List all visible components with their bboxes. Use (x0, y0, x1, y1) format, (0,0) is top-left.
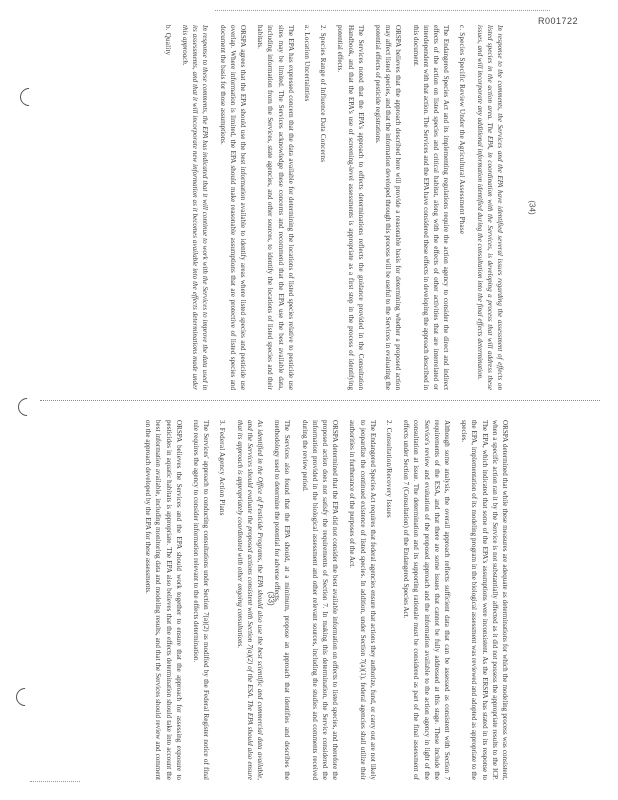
punch-hole-mark-middle (14, 394, 39, 419)
paragraph: In response to these comments, the EPA has indicated that it will continue to work with the Services to improve the data used in its assessments, and that it will incorporate new information as it becomes available into the effects determinations made under this approach. (180, 25, 210, 390)
bates-number: R001722 (538, 16, 579, 26)
paragraph: ORSPA agrees that the EPA should use the best information available to identify areas where listed species and pesticide use overlap. Where information is limited, the EPA should make reasonable assumptions that are protective of listed species and document the basis for those assumptions. (218, 25, 247, 390)
paragraph: ORSPA determined that the EPA did not consider the best available information on effects to listed species, and therefore the proposed action does not satisfy the requirements of Section 7. In making this determination, the Service considered the information provided in the biological assessment and other relevant sources, including the studies and comments received during the review period. (300, 420, 340, 780)
section-heading: 3. Federal Agency Action Plans (218, 420, 227, 516)
paragraph: The EPA has expressed concern that the data available for determining the locations of listed species relative to pesticide use sites may be limited. The Services acknowledge these concerns and recommend that the EPA use the best available data, including information from the Services, state agencies, and other sources, to identify the locations of listed species and their habitats. (256, 25, 295, 390)
paragraph: ORSPA determined that while these measures are adequate as determinations for which the modeling process was consistent, when a specific action ran it by the Service is not substantially affected as it did not possess the appropriate results to the ICP. The EPA, which indicated that some of the EPA's assumptions were inconsistent. As the ERSPA has stated in its response to the EPA, implementation of its modeling program in the biological assessment was reviewed and adopted as appropriate to the species. (460, 420, 509, 780)
subsection-heading: b. Quality (163, 25, 172, 56)
bottom-page-body (136, 420, 510, 780)
paragraph: As identified in the Office of Pesticide Programs, the EPA should also use the best scientific and commercial data available, and the Services should evaluate the proposed actions consistent with Section 7(a)(2) of the ESA. The EPA should also ensure that its approach is appropriately coordinated with other ongoing consultations. (235, 420, 264, 780)
paragraph: The Services also found that the EPA should, at a minimum, propose an approach that identifies and describes the methodology used to determine the potential for adverse effects. (273, 420, 292, 780)
paragraph: Although some analysis, the overall approach reflects sufficient data that can be assessed as consistent with Section 7 requirements of the ESA, and that there are some issues that cannot be fully addressed at this stage. These include the Service's review and evaluation of the proposed approach and the information available to the action agency in light of the consultation at issue. The determination and its supporting rationale must be considered as part of the final assessment of effects under Section 7 (Consultation) of the Endangered Species Act. (402, 420, 451, 780)
paragraph: In response to the comments, the Services and the EPA have identified several issues regarding the assessment of effects on listed species in the action area. The EPA, in coordination with the Services, is developing a process that will address these issues, and will incorporate any additional information identified during the consultation into the final effects determination. (475, 25, 504, 390)
paragraph: The Endangered Species Act and its implementing regulations require the action agency to consider the direct and indirect effects of the action on listed species and critical habitat, along with the effects of other activities that are interrelated or interdependent with that action. The Services and the EPA have considered these effects in developing the approach described in this document. (411, 25, 451, 390)
top-dotted-rule (215, 10, 550, 11)
section-heading: 2. Consultation/Recovery Issues (384, 420, 393, 518)
paragraph: ORSPA believes the Services and the EPA should work together to ensure that the approach for assessing exposure to pesticides in aquatic habitats is appropriate. The EPA also believes that the effects determination should take into account the best information available, including monitoring data and modeling results, and that the Services should review and comment on the approach developed by the EPA for these assessments. (144, 420, 183, 780)
paragraph: The Services noted that the EPA's approach to effects determinations reflects the guidance provided in the Consultation Handbook, and that the EPA's use of screening-level assessments is appropriate as a first step in the process of identifying potential effects. (336, 25, 365, 390)
section-heading: c. Species Specific Review Under the Agricultural Assessment Phase (458, 25, 467, 235)
page-number-bottom: (33) (266, 591, 276, 606)
paragraph: The Services' approach to conducting consultations under Section 7(a)(2) as modified by the Federal Register notice of final rule requires the agency to consider information relevant to the effects determination. (191, 420, 211, 780)
section-heading: 2. Species Range of Influence Data Concerns (319, 25, 328, 163)
paragraph: ORSPA believes that the approach described here will provide a reasonable basis for determining whether a proposed action may affect listed species, and that the information developed through this process will be useful to the Services in evaluating the potential effects of pesticide registrations. (373, 25, 403, 390)
punch-hole-mark-top (16, 84, 41, 109)
punch-hole-mark-bottom (12, 684, 37, 709)
bottom-dotted-marks (30, 781, 80, 782)
paragraph: The Endangered Species Act requires that federal agencies ensure that actions they authorize, fund, or carry out are not likely to jeopardize the continued existence of listed species. In addition, under Section 7(a)(1), federal agencies shall utilize their authorities in furtherance of the purposes of the Act. (348, 420, 377, 780)
top-page-body (157, 25, 505, 390)
page-fold-rule (40, 400, 600, 401)
page-number-top: (34) (527, 200, 537, 215)
subsection-heading: a. Location Uncertainties (302, 25, 311, 102)
